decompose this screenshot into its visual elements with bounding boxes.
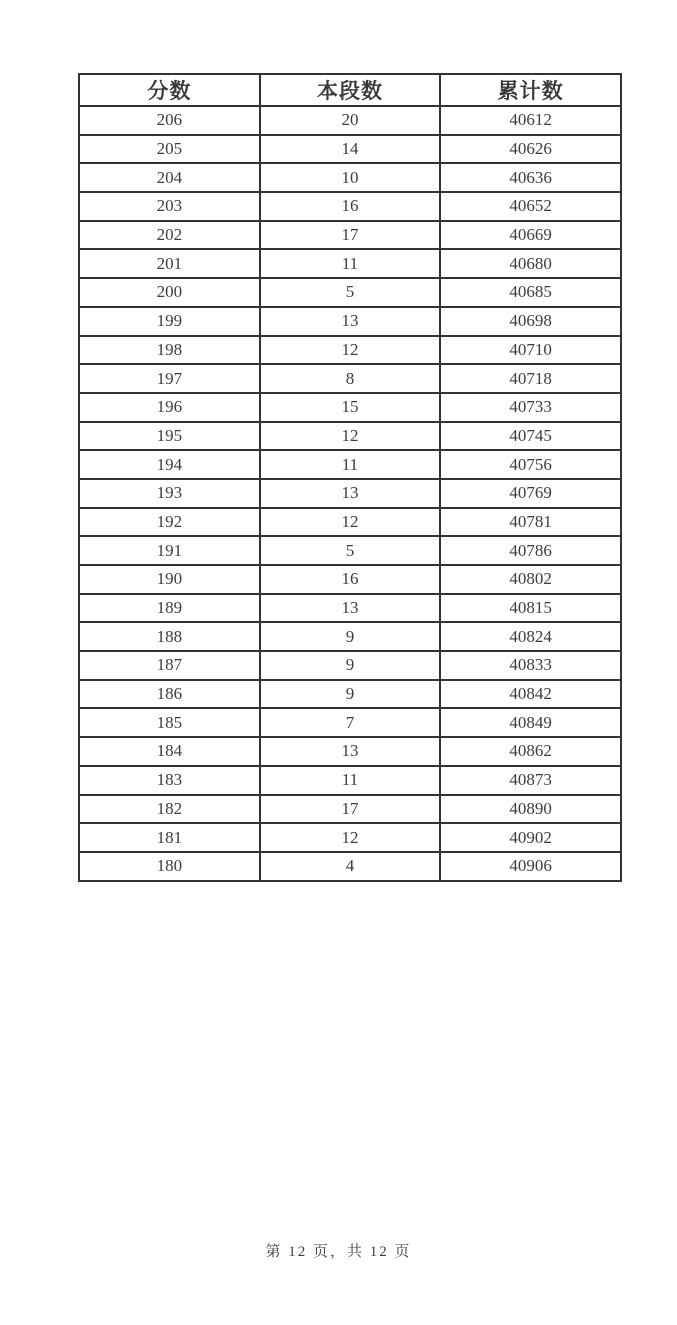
table-cell: 11 [260, 450, 441, 479]
column-header-score: 分数 [79, 74, 260, 106]
table-cell: 196 [79, 393, 260, 422]
table-cell: 10 [260, 163, 441, 192]
table-cell: 40902 [440, 823, 621, 852]
table-row [79, 307, 621, 336]
table-row [79, 479, 621, 508]
table-cell: 182 [79, 795, 260, 824]
table-cell: 204 [79, 163, 260, 192]
table-cell: 13 [260, 594, 441, 623]
table-cell: 16 [260, 565, 441, 594]
table-cell: 40786 [440, 536, 621, 565]
table-cell: 40698 [440, 307, 621, 336]
table-cell: 195 [79, 422, 260, 451]
table-cell: 40815 [440, 594, 621, 623]
table-cell: 40781 [440, 508, 621, 537]
table-row [79, 708, 621, 737]
column-header-segment-count: 本段数 [260, 74, 441, 106]
table-cell: 9 [260, 622, 441, 651]
table-cell: 40680 [440, 249, 621, 278]
table-cell: 202 [79, 221, 260, 250]
table-cell: 197 [79, 364, 260, 393]
table-cell: 180 [79, 852, 260, 881]
table-row [79, 852, 621, 881]
table-row [79, 823, 621, 852]
score-table-body [79, 106, 621, 881]
table-cell: 12 [260, 422, 441, 451]
table-cell: 17 [260, 221, 441, 250]
table-row [79, 278, 621, 307]
table-cell: 206 [79, 106, 260, 135]
table-cell: 40669 [440, 221, 621, 250]
table-cell: 13 [260, 737, 441, 766]
table-row [79, 135, 621, 164]
table-cell: 184 [79, 737, 260, 766]
table-cell: 190 [79, 565, 260, 594]
table-cell: 40636 [440, 163, 621, 192]
table-cell: 40769 [440, 479, 621, 508]
table-row [79, 737, 621, 766]
table-row [79, 508, 621, 537]
score-distribution-table [78, 73, 622, 882]
table-cell: 187 [79, 651, 260, 680]
table-cell: 203 [79, 192, 260, 221]
table-cell: 40756 [440, 450, 621, 479]
table-cell: 193 [79, 479, 260, 508]
table-cell: 5 [260, 278, 441, 307]
table-cell: 14 [260, 135, 441, 164]
table-row [79, 364, 621, 393]
table-cell: 201 [79, 249, 260, 278]
table-cell: 11 [260, 249, 441, 278]
column-header-cumulative-count: 累计数 [440, 74, 621, 106]
table-row [79, 622, 621, 651]
table-cell: 40718 [440, 364, 621, 393]
table-cell: 11 [260, 766, 441, 795]
table-cell: 189 [79, 594, 260, 623]
table-row [79, 221, 621, 250]
table-row [79, 795, 621, 824]
table-cell: 205 [79, 135, 260, 164]
table-cell: 194 [79, 450, 260, 479]
table-cell: 40862 [440, 737, 621, 766]
table-row [79, 163, 621, 192]
table-cell: 40612 [440, 106, 621, 135]
table-head [79, 74, 621, 106]
table-cell: 40890 [440, 795, 621, 824]
table-cell: 40842 [440, 680, 621, 709]
table-row [79, 536, 621, 565]
table-cell: 40849 [440, 708, 621, 737]
table-row [79, 766, 621, 795]
table-row [79, 594, 621, 623]
table-cell: 192 [79, 508, 260, 537]
table-cell: 13 [260, 307, 441, 336]
table-cell: 20 [260, 106, 441, 135]
table-cell: 9 [260, 680, 441, 709]
table-cell: 40873 [440, 766, 621, 795]
table-cell: 186 [79, 680, 260, 709]
table-row [79, 106, 621, 135]
table-cell: 188 [79, 622, 260, 651]
table-cell: 40745 [440, 422, 621, 451]
table-cell: 13 [260, 479, 441, 508]
table-cell: 183 [79, 766, 260, 795]
table-cell: 8 [260, 364, 441, 393]
table-cell: 40685 [440, 278, 621, 307]
table-cell: 40652 [440, 192, 621, 221]
table-row [79, 680, 621, 709]
table-cell: 12 [260, 508, 441, 537]
table-cell: 16 [260, 192, 441, 221]
table-cell: 9 [260, 651, 441, 680]
table-cell: 40626 [440, 135, 621, 164]
table-cell: 7 [260, 708, 441, 737]
table-cell: 40733 [440, 393, 621, 422]
table-cell: 185 [79, 708, 260, 737]
table-cell: 5 [260, 536, 441, 565]
table-cell: 191 [79, 536, 260, 565]
table-cell: 40802 [440, 565, 621, 594]
table-cell: 181 [79, 823, 260, 852]
table-cell: 40906 [440, 852, 621, 881]
table-row [79, 450, 621, 479]
table-cell: 12 [260, 336, 441, 365]
page-number-footer: 第 12 页，共 12 页 [265, 1244, 412, 1260]
table-cell: 17 [260, 795, 441, 824]
table-cell: 40833 [440, 651, 621, 680]
table-cell: 199 [79, 307, 260, 336]
table-row [79, 192, 621, 221]
table-cell: 198 [79, 336, 260, 365]
table-row [79, 249, 621, 278]
table-row [79, 565, 621, 594]
table-cell: 15 [260, 393, 441, 422]
table-cell: 40710 [440, 336, 621, 365]
table-row [79, 422, 621, 451]
table-cell: 4 [260, 852, 441, 881]
table-row [79, 651, 621, 680]
table-header-row [79, 74, 621, 106]
table-row [79, 336, 621, 365]
table-cell: 200 [79, 278, 260, 307]
table-cell: 40824 [440, 622, 621, 651]
table-cell: 12 [260, 823, 441, 852]
table-row [79, 393, 621, 422]
